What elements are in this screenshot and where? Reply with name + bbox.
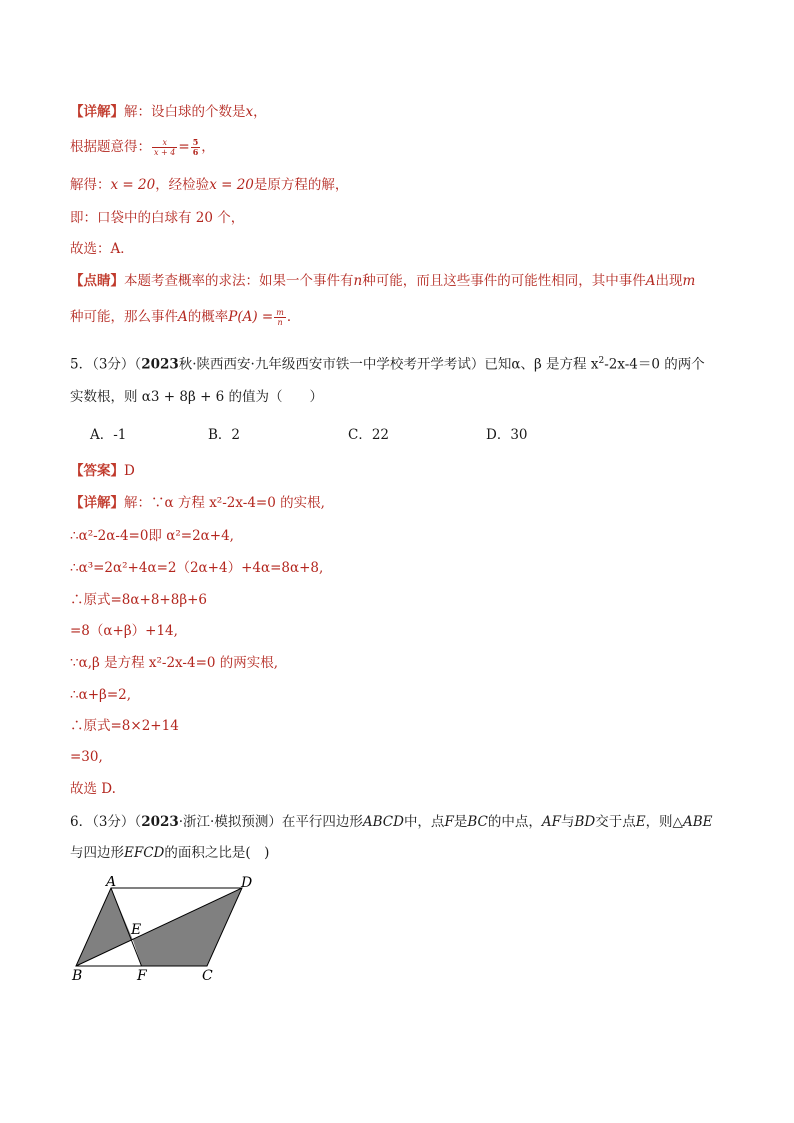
comma: ， [201,139,215,155]
var-x: x [245,104,254,120]
option-d: D．30 [486,427,528,443]
q6-stem-line1 [70,812,712,832]
option-b: B．2 [208,427,241,443]
check-intro: ，经检验 [155,177,210,193]
q6-stem-line2 [70,843,269,863]
answer-value: D [124,463,135,479]
period: ． [286,309,301,325]
frac-den: 6 [192,147,199,157]
label-c: C [202,968,213,984]
frac-den: x + 4 [154,148,176,157]
frac-den: n [277,318,283,327]
q4-detail-line [70,102,267,122]
comment-text: 本题考查概率的求法：如果一个事件有 [124,273,354,289]
comment-tag: 【点睛】 [70,273,124,289]
q5-stem-line2: 实数根，则 α3 + 8β + 6 的值为（ ） [70,389,324,405]
var-af: AF [541,814,561,830]
q4-comment-line1 [70,271,695,291]
option-a: A．-1 [90,427,127,443]
detail-tag: 【详解】 [70,495,124,511]
frac-num: 5 [192,137,199,147]
solve-eq: x = 20 [110,177,156,193]
source-year: 2023 [141,356,179,373]
solve-intro: 解得： [70,177,111,193]
question-stem: 与四边形 [70,845,124,861]
prob-expr: P(A) = [228,309,274,325]
q4-equation-line [70,137,215,157]
solution-step: ∴α+β=2, [70,687,132,703]
solution-step: =30, [70,749,103,765]
label-d: D [241,876,253,891]
superscript: 2 [598,356,605,366]
label-b: B [72,968,83,984]
check-end: 是原方程的解， [253,177,349,193]
question-stem: 与 [560,814,575,830]
comment-text: 的概率 [187,309,229,325]
eq-intro: 根据题意得： [70,139,151,155]
question-number: 5．（3分）（ [70,356,142,373]
question-stem: 中，点 [403,814,445,830]
detail-text: 解：设白球的个数是 [124,104,246,120]
comment-text: 种可能，而且这些事件的可能性相同，其中事件 [362,273,646,289]
solution-step: =8（α+β）+14, [70,623,178,639]
q4-comment-line2 [70,307,300,327]
var-efcd: EFCD [124,845,165,861]
var-A: A [645,273,656,289]
q5-answer-line [70,461,135,481]
shaded-quad-efcd [133,888,242,966]
shaded-triangle-abe [76,888,133,966]
var-abe: ABE [682,814,713,830]
equals: = [178,139,190,155]
check-eq: x = 20 [209,177,254,193]
var-m: m [682,273,696,289]
question-stem: 的面积之比是( ) [164,845,270,861]
question-stem: ，则△ [645,814,683,830]
source-year: 2023 [141,814,179,830]
q4-choice: 故选：A． [70,241,134,257]
option-c: C．22 [348,427,390,443]
fraction-mn [274,308,286,327]
question-stem: 的中点， [487,814,542,830]
question-number: 6．（3分）（ [70,814,142,830]
solution-step: 解：∵α 方程 x²-2x-4=0 的实根, [124,495,325,511]
var-abcd: ABCD [362,814,404,830]
solution-step: 故选 D. [70,781,116,797]
label-e: E [131,922,142,938]
comma: ， [253,104,267,120]
frac-num: x [152,138,177,148]
q4-conclusion: 即：口袋中的白球有 20 个， [70,210,245,226]
q5-detail-line [70,493,325,513]
question-stem: -2x-4＝0 的两个 [604,356,705,373]
parallelogram-figure [66,876,286,986]
label-f: F [137,968,147,984]
answer-tag: 【答案】 [70,463,124,479]
var-A: A [178,309,188,325]
question-stem: 交于点 [595,814,636,830]
solution-step: ∴原式=8α+8+8β+6 [70,592,208,608]
q4-solve-line [70,175,348,195]
var-n: n [353,273,363,289]
label-a: A [106,876,117,890]
var-f: F [444,814,454,830]
comment-text: 出现 [655,273,683,289]
question-stem: 是 [453,814,468,830]
frac-num: m [276,308,284,317]
solution-step: ∴α²-2α-4=0即 α²=2α+4, [70,528,234,544]
q5-stem-line1 [70,351,705,375]
fraction-right [191,138,201,157]
var-bc: BC [467,814,488,830]
solution-step: ∴原式=8×2+14 [70,718,179,734]
detail-tag: 【详解】 [70,104,124,120]
fraction-left [152,138,177,157]
comment-text: 种可能，那么事件 [70,309,178,325]
solution-step: ∴α³=2α²+4α=2（2α+4）+4α=8α+8, [70,560,324,576]
question-stem: ·浙江·模拟预测）在平行四边形 [178,814,363,830]
var-bd: BD [574,814,596,830]
var-e: E [635,814,646,830]
solution-step: ∵α,β 是方程 x²-2x-4=0 的两实根, [70,655,279,671]
question-stem: 秋·陕西西安·九年级西安市铁一中学校考开学考试）已知α、β 是方程 x [178,356,599,373]
